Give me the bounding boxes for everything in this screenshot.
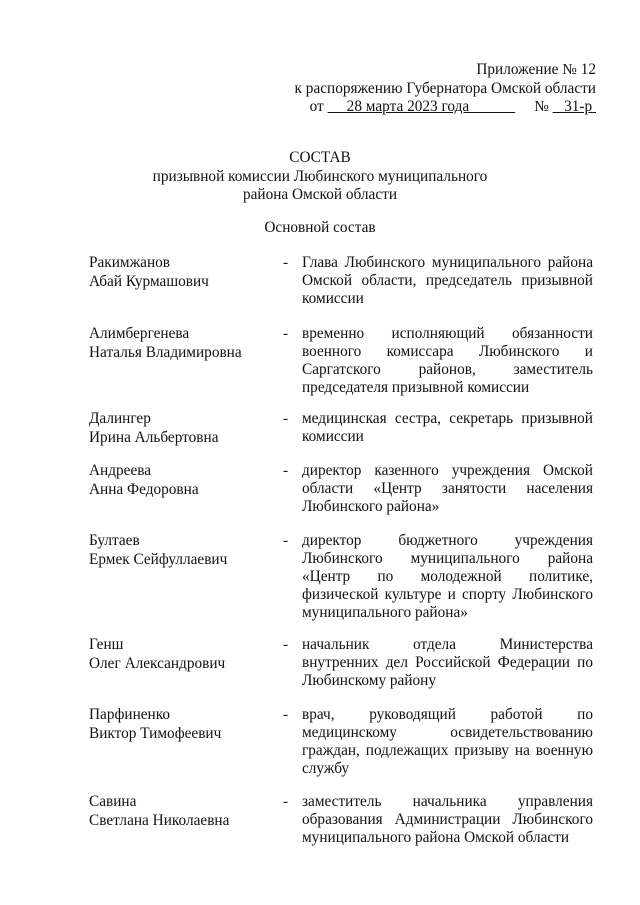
member-surname: Генш	[89, 636, 124, 653]
member-name	[89, 706, 279, 743]
number-prefix: №	[534, 98, 549, 115]
member-given-name: Наталья Владимировна	[89, 343, 242, 361]
dash-separator: -	[283, 410, 289, 427]
dash-separator: -	[283, 532, 289, 549]
dash-separator: -	[283, 254, 289, 271]
member-given-name: Абай Курмашович	[89, 272, 209, 290]
member-role: временно исполняющий обязанности военного комиссара Любинского и Саргатского районов, заместитель председателя призывной комиссии	[302, 325, 593, 396]
document-subtitle-2: района Омской области	[242, 186, 398, 203]
member-role: медицинская сестра, секретарь призывной комиссии	[302, 410, 593, 445]
member-role: Глава Любинского муниципального района Омской области, председатель призывной комиссии	[302, 254, 593, 307]
appendix-number: Приложение № 12	[476, 61, 596, 78]
appendix-reference: к распоряжению Губернатора Омской области	[294, 79, 596, 97]
section-title: Основной состав	[264, 219, 376, 236]
member-name	[89, 636, 279, 673]
date-prefix: от	[309, 98, 324, 115]
member-given-name: Олег Александрович	[89, 654, 226, 672]
member-name	[89, 254, 279, 291]
member-role: врач, руководящий работой по медицинскому освидетельствованию граждан, подлежащих призыву на военную службу	[302, 706, 593, 777]
member-given-name: Ирина Альбертовна	[89, 428, 219, 446]
member-surname: Ракимжанов	[89, 254, 171, 271]
dash-separator: -	[283, 462, 289, 479]
member-role: заместитель начальника управления образования Администрации Любинского муниципального района Омской области	[302, 793, 593, 846]
dash-separator: -	[283, 325, 289, 342]
member-given-name: Светлана Николаевна	[89, 811, 230, 829]
document-title: СОСТАВ	[289, 149, 351, 166]
document-heading	[0, 149, 640, 205]
member-role: директор бюджетного учреждения Любинского муниципального района «Центр по молодежной политике, физической культуре и спорту Любинского муниципального района»	[302, 532, 593, 621]
member-name	[89, 325, 279, 362]
member-given-name: Ермек Сейфуллаевич	[89, 550, 228, 568]
member-surname: Бултаев	[89, 532, 140, 549]
member-surname: Алимбергенева	[89, 325, 190, 342]
member-given-name: Виктор Тимофеевич	[89, 724, 222, 742]
member-name	[89, 462, 279, 499]
appendix-header	[295, 61, 596, 117]
member-name	[89, 793, 279, 830]
document-subtitle-1: призывной комиссии Любинского муниципального	[152, 167, 488, 185]
member-name	[89, 410, 279, 447]
dash-separator: -	[283, 793, 289, 810]
member-surname: Андреева	[89, 462, 152, 479]
member-given-name: Анна Федоровна	[89, 480, 199, 498]
number-value: 31-р	[564, 98, 593, 115]
member-role: начальник отдела Министерства внутренних дел Российской Федерации по Любинскому району	[302, 636, 593, 689]
member-surname: Далингер	[89, 410, 151, 427]
date-value: 28 марта 2023 года	[346, 98, 470, 115]
dash-separator: -	[283, 706, 289, 723]
member-surname: Савина	[89, 793, 137, 810]
appendix-date-line	[295, 98, 596, 117]
member-name	[89, 532, 279, 569]
member-surname: Парфиненко	[89, 706, 171, 723]
member-role: директор казенного учреждения Омской области «Центр занятости населения Любинского района»	[302, 462, 593, 515]
dash-separator: -	[283, 636, 289, 653]
